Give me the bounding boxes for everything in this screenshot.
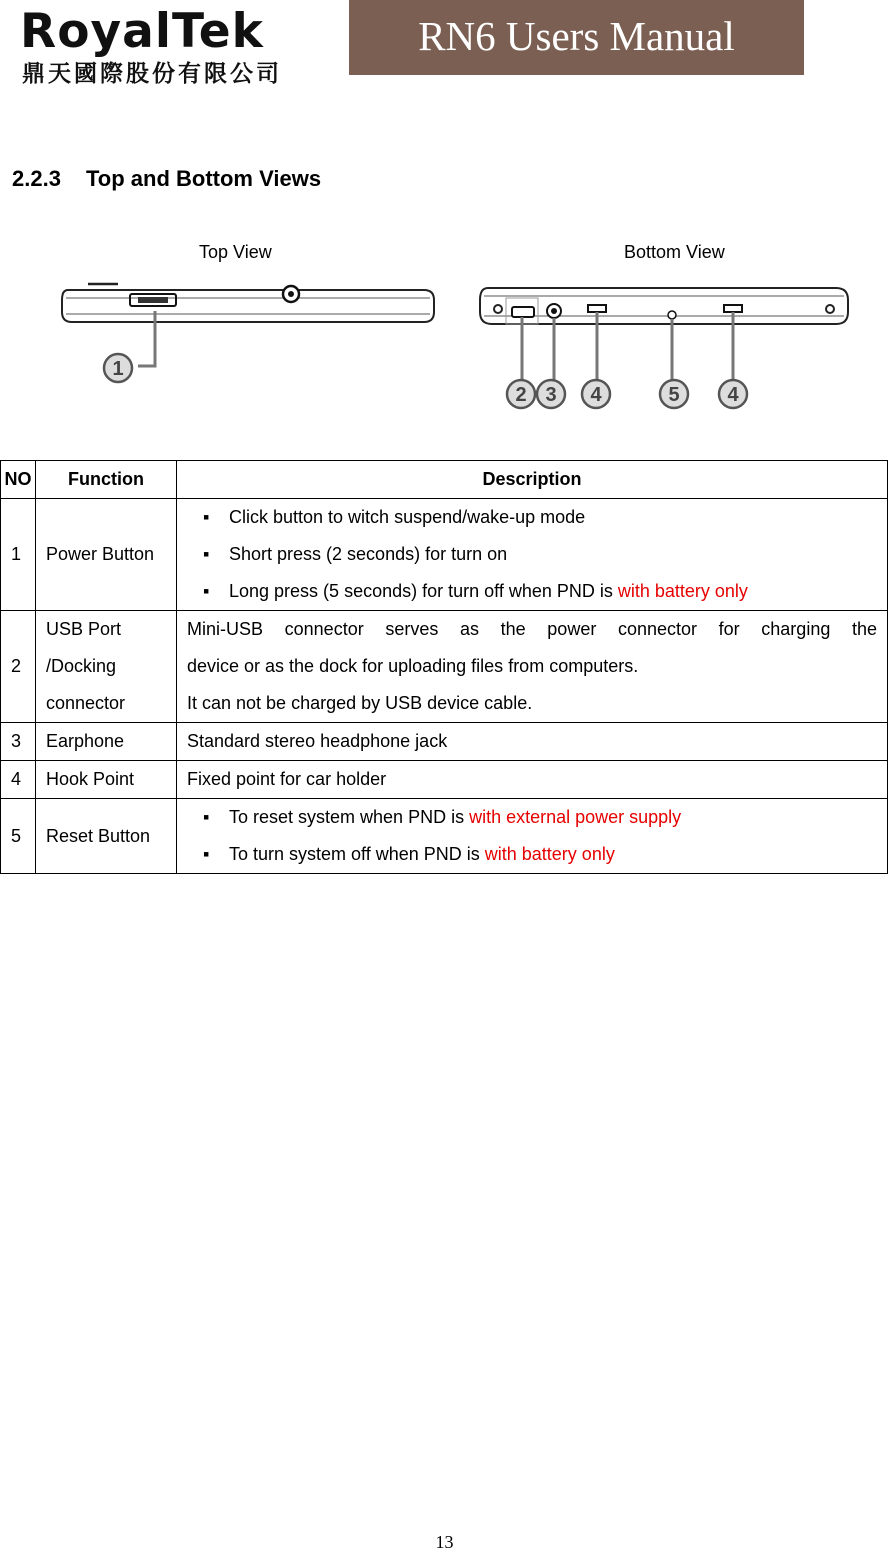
callout-4-left [582,380,610,408]
bullet-marker: ▪ [203,844,210,864]
top-antenna-hole [283,286,299,302]
row-description: Mini-USB connector serves as the power connector for charging the device or as the dock for uploading files from computers. It can not be charged by USB device cable. [177,611,888,723]
row-description [177,799,888,874]
callout-3 [537,380,565,408]
highlight-text: with external power supply [469,807,682,827]
bottom-view-label: Bottom View [624,242,725,262]
row-no: 4 [1,761,36,799]
manual-title-banner: RN6 Users Manual [349,0,804,75]
device-top-body [62,284,434,322]
header-function: Function [36,461,177,499]
table-row [1,761,888,799]
table-row [1,723,888,761]
row-no: 5 [1,799,36,874]
row-description [177,499,888,611]
bullet-item: ▪ Click button to witch suspend/wake-up mode [187,499,877,536]
header-description: Description [177,461,888,499]
table-row [1,499,888,611]
function-table [0,460,888,874]
row-description: Standard stereo headphone jack [177,723,888,761]
row-function: Power Button [36,499,177,611]
table-row [1,611,888,723]
highlight-text: with battery only [617,581,748,601]
device-bottom-body [480,288,848,324]
callout-4-left-label: 4 [590,384,602,406]
callout-1-label: 1 [112,358,124,380]
power-button-shape [130,294,176,306]
bullet-marker: ▪ [203,581,210,601]
callout-4-right-label: 4 [727,384,739,406]
row-description: Fixed point for car holder [177,761,888,799]
bullet-item: ▪ To turn system off when PND is with battery only [187,836,877,873]
callout-2 [507,380,535,408]
bottom-view-figure [474,278,854,412]
highlight-text: with battery only [484,844,615,864]
callout-5-label: 5 [668,384,680,406]
row-function: Reset Button [36,799,177,874]
row-function: Earphone [36,723,177,761]
page-number: 13 [435,1532,454,1552]
royaltek-logo [20,6,325,90]
callout-1 [104,354,132,382]
callout-4-right [719,380,747,408]
bottom-callout-lines [522,312,733,382]
table-header-row [1,461,888,499]
earphone-jack-shape [547,304,561,318]
section-heading [12,166,321,192]
row-function: Hook Point [36,761,177,799]
row-no: 3 [1,723,36,761]
callout-5 [660,380,688,408]
top-view-label: Top View [199,242,272,262]
top-view-figure [58,278,438,388]
callout-line-1 [138,311,155,366]
table-row [1,799,888,874]
callout-3-label: 3 [545,384,557,406]
section-number: 2.2.3 [12,166,61,191]
row-function: USB Port /Docking connector [36,611,177,723]
bullet-marker: ▪ [203,544,210,564]
row-no: 1 [1,499,36,611]
section-title: Top and Bottom Views [86,166,322,191]
hook-point-right-shape [724,305,742,312]
bullet-item: ▪ Long press (5 seconds) for turn off when PND is with battery only [187,573,877,610]
bullet-item: ▪ Short press (2 seconds) for turn on [187,536,877,573]
hook-point-left-shape [588,305,606,312]
header-no: NO [1,461,36,499]
bullet-marker: ▪ [203,807,210,827]
callout-2-label: 2 [515,384,527,406]
reset-hole-shape [668,311,676,319]
bullet-item: ▪ To reset system when PND is with external power supply [187,799,877,836]
logo-subtext: 鼎天國際股份有限公司 [22,61,282,87]
row-no: 2 [1,611,36,723]
usb-port-shape [512,307,534,317]
logo-text: RoyalTek [20,4,264,59]
bullet-marker: ▪ [203,507,210,527]
